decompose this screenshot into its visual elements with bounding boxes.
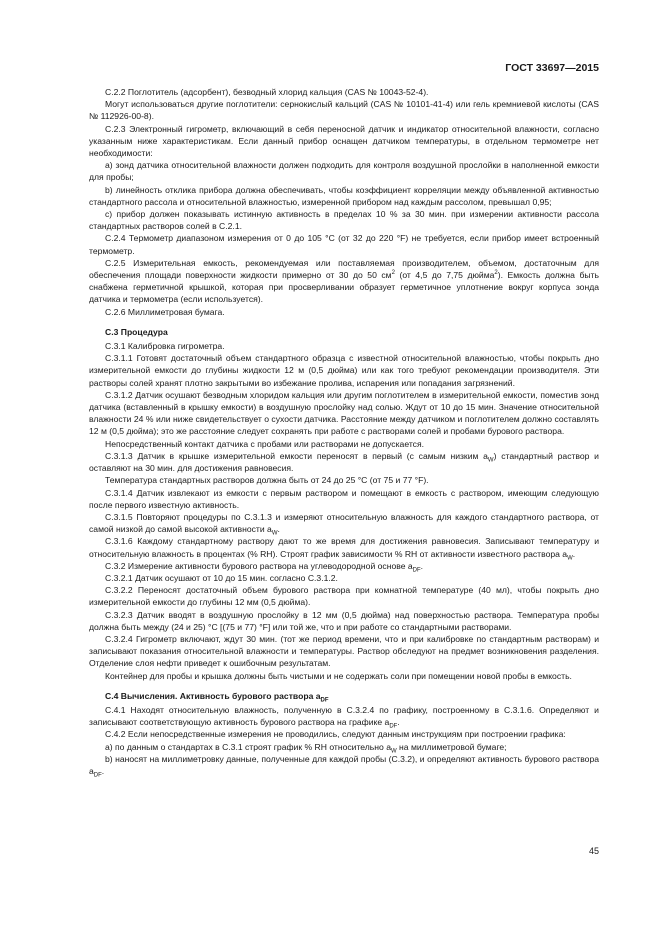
paragraph: Температура стандартных растворов должна быть от 24 до 25 °С (от 75 и 77 °F). bbox=[105, 475, 429, 486]
paragraph: С.3.2.1 Датчик осушают от 10 до 15 мин. согласно С.3.1.2. bbox=[105, 572, 338, 583]
body-text bbox=[89, 86, 599, 777]
paragraph: С.3.1 Калибровка гигрометра. bbox=[105, 341, 225, 352]
paragraph: a) зонд датчика относительной влажности должен подходить для контроля воздушной прослойки в наполненной емкости для пробы; bbox=[89, 160, 599, 183]
paragraph: С.3.1.5 Повторяют процедуры по С.3.1.3 и измеряют относительную влажность для каждого стандартного раствора, от самой низкой до самой высокой активности $a_W$. bbox=[89, 511, 599, 537]
paragraph: С.3.2.2 Переносят достаточный объем бурового раствора при комнатной температуре (40 мл), чтобы покрыть дно измерительной емкости до глубины 12 мм (0,5 дюйма). bbox=[89, 585, 599, 608]
section-heading-c4: С.4 Вычисления. Активность бурового раствора $a_{DF}$ bbox=[105, 690, 329, 704]
paragraph: С.3.2.3 Датчик вводят в воздушную прослойку в 12 мм (0,5 дюйма) над поверхностью раствора. Температура пробы должна быть между (24 и 25) °С [(75 и 77) °F] или той же, что и при работе со стандартными растворами. bbox=[89, 609, 599, 632]
paragraph: b) наносят на миллиметровку данные, полученные для каждой пробы (С.3.2), и определяют активность бурового раствора $a_{DF}$. bbox=[89, 753, 599, 779]
paragraph: С.4.2 Если непосредственные измерения не проводились, следуют данным инструкциям при построении графика: bbox=[105, 729, 566, 740]
paragraph: b) линейность отклика прибора должна обеспечивать, чтобы коэффициент корреляции между объявленной активностью стандартного рассола и относительной влажностью, измеренной прибором над каждым рассолом, превышал 0,95; bbox=[89, 184, 599, 207]
paragraph: С.3.1.3 Датчик в крышке измерительной емкости переносят в первый (с самым низким $a_W$) стандартный раствор и оставляют на 30 мин. для достижения равновесия. bbox=[89, 450, 599, 474]
paragraph: Контейнер для пробы и крышка должны быть чистыми и не содержать соли при помещении новой пробы в емкость. bbox=[105, 670, 572, 681]
paragraph: Могут использоваться другие поглотители: сернокислый кальций (CAS № 10101-41-4) или гель кремниевой кислоты (CAS № 112926-00-8). bbox=[89, 99, 599, 122]
paragraph: С.3.1.4 Датчик извлекают из емкости с первым раствором и помещают в емкость с раствором, имеющим следующую после первого известную активность. bbox=[89, 487, 599, 510]
paragraph: a) по данным о стандартах в С.3.1 строят график % RH относительно $a_W$ на миллиметровой бумаге; bbox=[105, 741, 507, 755]
paragraph: С.4.1 Находят относительную влажность, полученную в С.3.2.4 по графику, построенному в С.3.1.6. Определяют и записывают соответствующую активность бурового раствора на графике $a_{DF}$. bbox=[89, 704, 599, 730]
paragraph: С.2.4 Термометр диапазоном измерения от 0 до 105 °С (от 32 до 220 °F) не требуется, если прибор имеет встроенный термометр. bbox=[89, 233, 599, 256]
paragraph: С.3.2.4 Гигрометр включают, ждут 30 мин. (тот же период времени, что и при калибровке по стандартным растворам) и записывают показания относительной влажности и температуры. Раствор обследуют на предмет возникновения разделения. Отделение слоя нефти приведет к ошибочным результатам. bbox=[89, 633, 599, 669]
standard-number: ГОСТ 33697—2015 bbox=[505, 62, 599, 74]
paragraph: С.3.1.1 Готовят достаточный объем стандартного образца с известной относительной влажностью, чтобы покрыть дно измерительной емкости до глубины жидкости 12 м (0,5 дюйма) или как того требуют рекомендации производителя. Эти растворы солей хранят плотно закрытыми во избежание пролива, испарения или попадания загрязнений. bbox=[89, 353, 599, 388]
page-number: 45 bbox=[588, 846, 599, 856]
paragraph: С.2.6 Миллиметровая бумага. bbox=[105, 306, 225, 317]
paragraph: С.2.5 Измерительная емкость, рекомендуемая или поставляемая производителем, объемом, достаточным для обеспечения площади поверхности жидкости примерно от 30 до 50 $см^2$ (от 4,5 до 7,75 дюйма$^2$). Емкость должна быть снабжена герметичной крышкой, которая при просверливании образует герметичное уплотнение вокруг корпуса зонда датчика и термометра (если используется). bbox=[89, 257, 599, 305]
paragraph: С.3.1.6 Каждому стандартному раствору дают то же время для достижения равновесия. Записывают температуру и относительную влажность в процентах (% RH). Строят график зависимости % RH от активности известного раствора $a_W$. bbox=[89, 536, 599, 562]
paragraph: c) прибор должен показывать истинную активность в пределах 10 % за 30 мин. при измерении активности рассола стандартных растворов солей в С.2.1. bbox=[89, 209, 599, 232]
paragraph: С.2.2 Поглотитель (адсорбент), безводный хлорид кальция (CAS № 10043-52-4). bbox=[105, 87, 429, 97]
paragraph: С.3.1.2 Датчик осушают безводным хлоридом кальция или другим поглотителем в измерительной емкости, поместив зонд датчика (вставленный в крышку емкости) в воздушную прослойку над солью. Ждут от 10 до 15 мин. Значение относительной влажности 24 % или ниже свидетельствует о сухости датчика. Расстояние между датчиком и поглотителем должно составлять 12 м (0,5 дюйма); это же расстояние следует сохранять при работе с растворами солей и пробами бурового раствора. bbox=[89, 389, 599, 437]
section-heading-c3: С.3 Процедура bbox=[105, 326, 168, 337]
paragraph: С.3.2 Измерение активности бурового раствора на углеводородной основе $a_{DF}$. bbox=[105, 560, 424, 574]
paragraph: Непосредственный контакт датчика с пробами или растворами не допускается. bbox=[105, 438, 425, 449]
paragraph: С.2.3 Электронный гигрометр, включающий в себя переносной датчик и индикатор относительной влажности, согласно указанным ниже характеристикам. Если данный прибор оснащен датчиком температуры, в отдельном термометре нет необходимости: bbox=[89, 123, 599, 159]
